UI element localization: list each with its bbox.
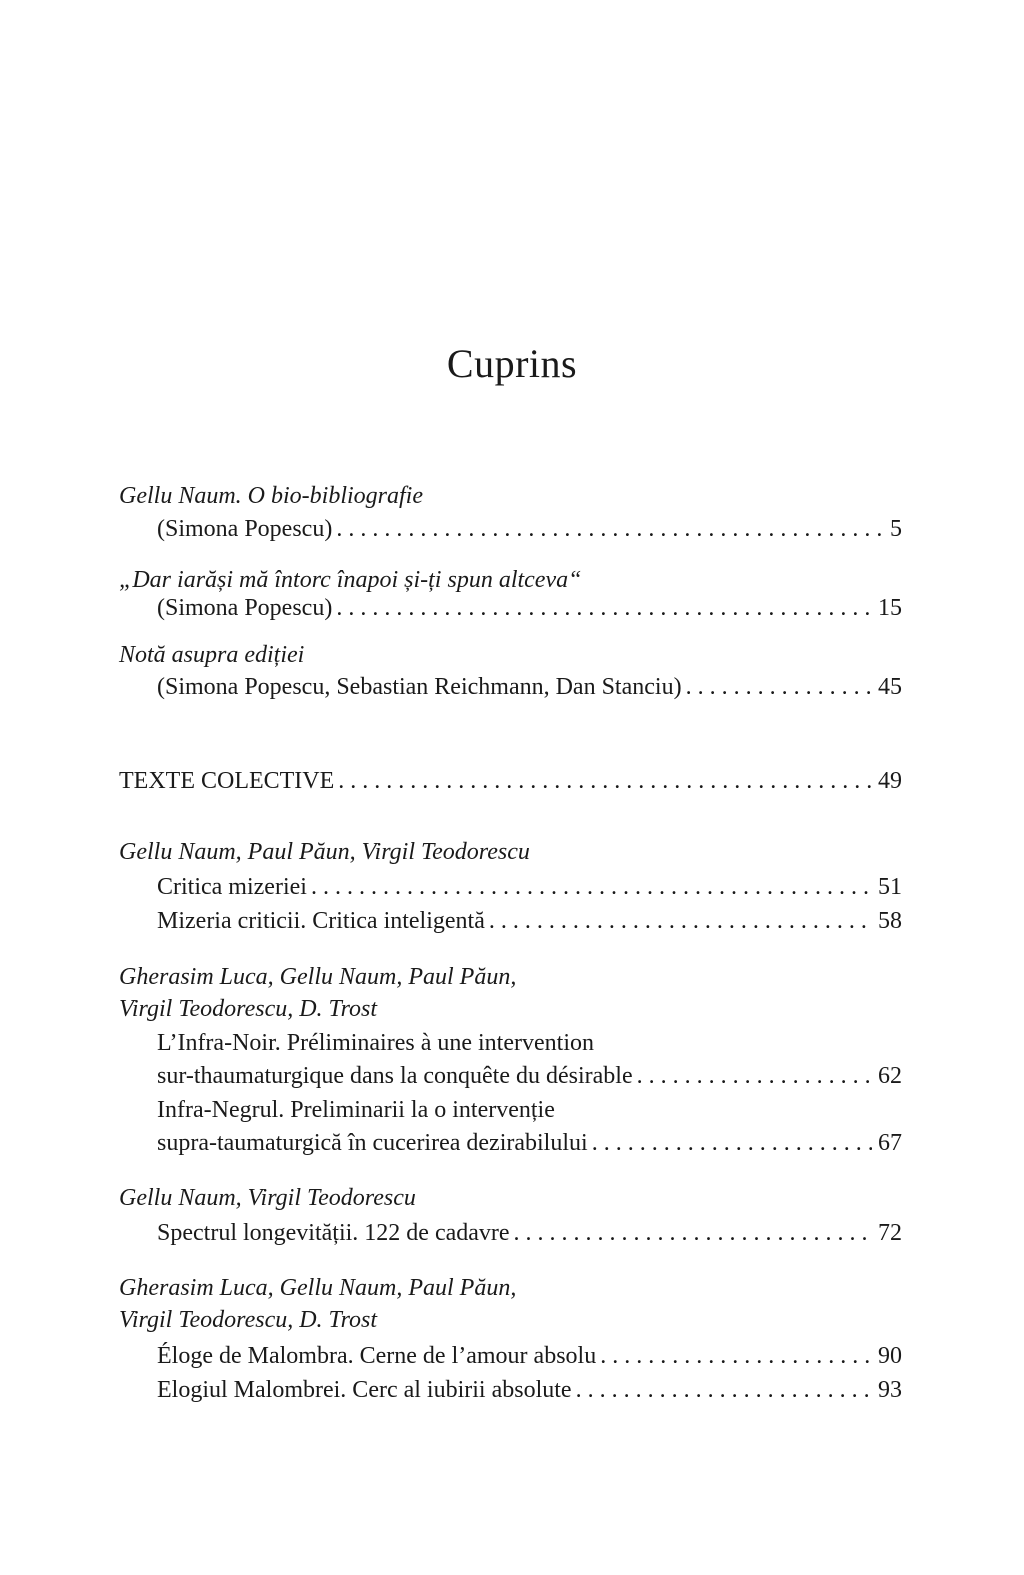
toc-entry-text: Critica mizeriei [157,874,307,900]
toc-authors: Virgil Teodorescu, D. Trost [119,996,378,1022]
dot-leader [489,904,872,938]
toc-entry[interactable] [157,1339,902,1373]
toc-page-number: 93 [878,1377,902,1403]
toc-entry-text: Éloge de Malombra. Cerne de l’amour absolu [157,1343,597,1369]
toc-page-number: 51 [878,874,902,900]
toc-entry-text: Elogiul Malombrei. Cerc al iubirii absolute [157,1377,572,1403]
toc-page-number: 62 [878,1063,902,1089]
toc-entry-text: Mizeria criticii. Critica inteligentă [157,908,485,934]
toc-entry-text: (Simona Popescu) [157,516,333,542]
toc-entry[interactable] [157,670,902,704]
toc-page-number: 49 [878,768,902,794]
dot-leader [592,1126,872,1160]
page-title: Cuprins [446,341,578,386]
toc-page-number: 67 [878,1130,902,1156]
toc-entry[interactable] [157,591,902,625]
toc-page-number: 90 [878,1343,902,1369]
toc-page-number: 5 [890,516,902,542]
toc-heading: Notă asupra ediției [119,642,305,668]
toc-authors: Gherasim Luca, Gellu Naum, Paul Păun, [119,964,517,990]
dot-leader [514,1216,872,1250]
toc-section[interactable] [119,764,902,798]
toc-authors: Gherasim Luca, Gellu Naum, Paul Păun, [119,1275,517,1301]
toc-entry-text: sur-thaumaturgique dans la conquête du désirable [157,1063,633,1089]
toc-entry[interactable] [157,512,902,546]
toc-heading: Gellu Naum. O bio-bibliografie [119,483,423,509]
toc-page-number: 15 [878,595,902,621]
dot-leader [336,512,884,546]
section-label: TEXTE COLECTIVE [119,768,335,794]
toc-authors: Gellu Naum, Paul Păun, Virgil Teodorescu [119,839,530,865]
toc-heading: „Dar iarăși mă întorc înapoi și-ți spun altceva“ [119,567,582,593]
toc-entry[interactable] [157,1216,902,1250]
toc-page-number: 72 [878,1220,902,1246]
toc-entry-text: (Simona Popescu) [157,595,333,621]
toc-entry-text: Spectrul longevității. 122 de cadavre [157,1220,510,1246]
dot-leader [336,591,872,625]
toc-entry[interactable] [157,1126,902,1160]
toc-entry-text: (Simona Popescu, Sebastian Reichmann, Dan Stanciu) [157,674,682,700]
dot-leader [311,870,872,904]
toc-entry[interactable] [157,1373,902,1407]
toc-page-number: 45 [878,674,902,700]
toc-entry[interactable] [157,904,902,938]
toc-entry-text: supra-taumaturgică în cucerirea dezirabilului [157,1130,588,1156]
toc-entry[interactable] [157,1059,902,1093]
dot-leader [686,670,872,704]
toc-entry-text[interactable]: L’Infra-Noir. Préliminaires à une intervention [157,1030,594,1056]
toc-entry[interactable] [157,870,902,904]
dot-leader [600,1339,872,1373]
dot-leader [637,1059,872,1093]
toc-entry-text[interactable]: Infra-Negrul. Preliminarii la o intervenție [157,1097,555,1123]
dot-leader [338,764,872,798]
toc-authors: Virgil Teodorescu, D. Trost [119,1307,378,1333]
toc-authors: Gellu Naum, Virgil Teodorescu [119,1185,416,1211]
toc-page-number: 58 [878,908,902,934]
dot-leader [576,1373,872,1407]
